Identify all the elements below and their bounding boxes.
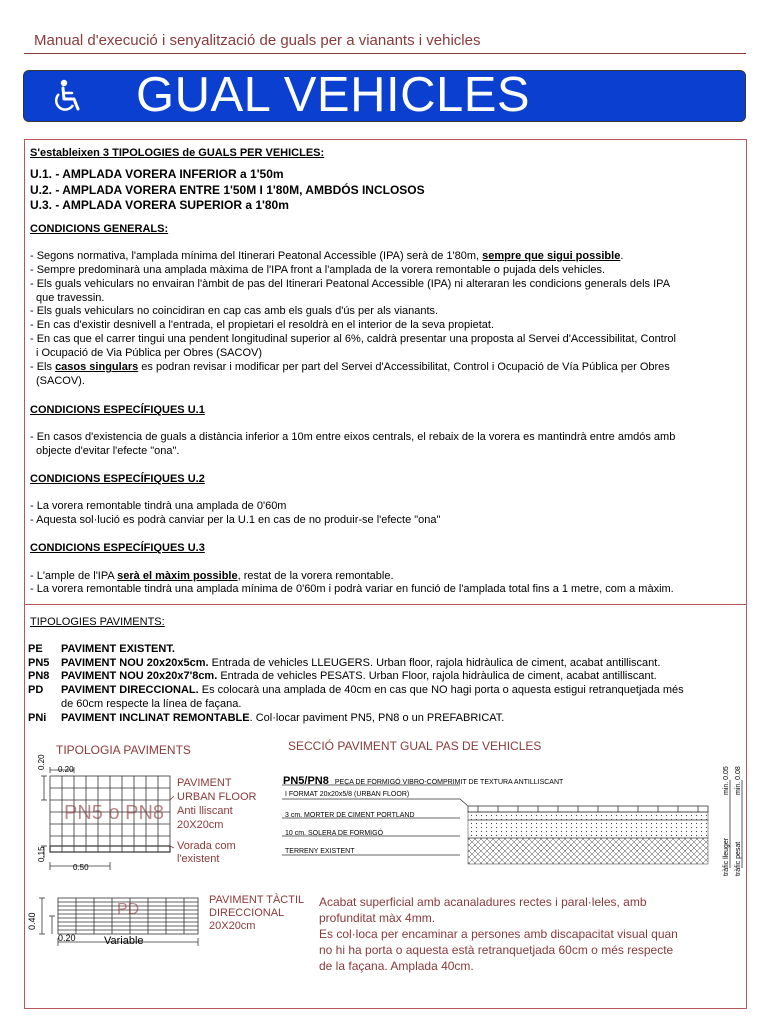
pd-grid-label: PD (117, 901, 140, 918)
general-emph: sempre que sigui possible (482, 250, 621, 262)
pavement-row (28, 684, 684, 696)
label-line: Anti lliscant (177, 805, 233, 817)
wheelchair-icon (50, 78, 90, 114)
pavement-row (28, 670, 657, 682)
typologies-heading: S'estableixen 3 TIPOLOGIES de GUALS PER VEHICLES: (30, 147, 325, 159)
section-layer-3: TERRENY EXISTENT (285, 848, 355, 855)
dim-bottom: 0.50 (73, 863, 89, 872)
section-layer-1: 3 cm. MORTER DE CIMENT PORTLAND (285, 812, 415, 819)
note-line: no hi ha porta o aquesta està retranquetjada 60cm o més respecte (319, 943, 674, 957)
typology-u3: U.3. - AMPLADA VORERA SUPERIOR a 1'80m (30, 198, 289, 212)
general-text: - Els (30, 361, 56, 373)
pavement-name: PAVIMENT INCLINAT REMONTABLE (61, 712, 250, 724)
section-drawing (280, 770, 750, 880)
pavement-code: PNi (28, 712, 47, 724)
general-line-4: - Els guals vehiculars no coincidiran en cap cas amb els guals d'ús per als vianants. (30, 305, 439, 317)
section-dim-005 (721, 766, 733, 795)
dim-value: 0.05 (723, 766, 730, 780)
general-line-3b: que travessin. (36, 292, 105, 304)
pavement-name: PAVIMENT NOU 20x20x5cm. (61, 657, 209, 669)
section-dim-008 (733, 766, 745, 795)
section-pn-code: PN5/PN8 (283, 775, 329, 787)
pd-note (319, 894, 678, 974)
dim-value: 0.08 (735, 766, 742, 780)
pavement-code: PN8 (28, 670, 50, 682)
pavement-name: PAVIMENT DIRECCIONAL. (61, 684, 199, 696)
general-line-7 (30, 361, 670, 373)
vorada-label (177, 840, 236, 866)
general-text: - Segons normativa, l'amplada mínima del Itinerari Peatonal Accessible (IPA) serà de 1'80m, (30, 250, 483, 262)
header-divider (24, 53, 746, 54)
note-line: Es col·loca per encaminar a persones amb discapacitat visual quan (319, 927, 678, 941)
section-format: I FORMAT 20x20x5/8 (URBAN FLOOR) (285, 791, 410, 798)
u2-heading: CONDICIONS ESPECÍFIQUES U.2 (30, 473, 205, 485)
title-banner (24, 68, 745, 122)
pavement-row (28, 712, 504, 724)
label-line: URBAN FLOOR (177, 791, 257, 803)
pavement-row (28, 643, 175, 655)
general-heading: CONDICIONS GENERALS: (30, 223, 169, 235)
general-line-2: - Sempre predominarà una amplada màxima de l'IPA front a l'amplada de la vorera remontable o pujada dels vehicles. (30, 264, 606, 276)
general-line-1 (30, 250, 623, 262)
section-layer-2: 10 cm. SOLERA DE FORMIGÓ (285, 830, 384, 837)
label-line: l'existent (177, 853, 220, 865)
dim-left: 0.20 (37, 754, 46, 770)
u3-emph: serà el màxim possible (117, 570, 238, 582)
section-title: SECCIÓ PAVIMENT GUAL PAS DE VEHICLES (288, 739, 542, 753)
section-pn-desc: PEÇA DE FORMIGÓ VIBRO-COMPRIMIT DE TEXTURA ANTILLISCANT (334, 779, 564, 786)
general-emph: casos singulars (55, 361, 139, 373)
general-line-3: - Els guals vehiculars no envairan l'àmbit de pas del Itinerari Peatonal Accessible (IPA) ni alteraran les condicions generals dels IPA (30, 278, 671, 290)
general-line-7d: (SACOV). (36, 375, 85, 387)
note-line: de la façana. Amplada 40cm. (319, 959, 474, 973)
u3-text: - L'ample de l'IPA (30, 570, 118, 582)
pavement-desc: Entrada de vehicles PESATS. Urban Floor, rajola hidràulica de ciment, acabat antilliscant. (217, 670, 657, 682)
grid-label: PN5 o PN8 (64, 802, 165, 824)
section-divider (24, 604, 746, 605)
u3-text: , restat de la vorera remontable. (237, 570, 394, 582)
pavement-name: PAVIMENT EXISTENT. (61, 643, 175, 655)
label-line: Vorada com (177, 840, 236, 852)
page-title: GUAL VEHICLES (136, 68, 531, 122)
u3-line-2: - La vorera remontable tindrà una amplada mínima de 0'60m i podrà variar en funció de l'amplada total fins a 1 metre, com a màxim. (30, 583, 674, 595)
label-line: 20X20cm (209, 920, 256, 932)
pd-dim-width: 0.20 (58, 933, 76, 943)
pd-label (209, 894, 304, 933)
pavements-heading: TIPOLOGIES PAVIMENTS: (30, 616, 165, 628)
label-line: 20X20cm (177, 819, 224, 831)
general-line-6: - En cas que el carrer tingui una pendent longitudinal superior al 6%, caldrà presentar una proposta al Servei d'Accessibilitat, Control (30, 333, 676, 345)
label-line: DIRECCIONAL (209, 907, 285, 919)
pavement-code: PD (28, 684, 44, 696)
dim-min: min. (735, 781, 742, 795)
dim-bottom-left: 0.15 (37, 846, 46, 862)
note-line: profunditat màx 4mm. (319, 911, 436, 925)
pd-dim-variable: Variable (104, 935, 144, 947)
dim-top: 0.20 (58, 765, 74, 774)
general-line-6b: i Ocupació de Via Pública per Obres (SACOV) (36, 347, 263, 359)
paviment-label (177, 776, 256, 832)
pavement-code: PN5 (28, 657, 50, 669)
label-line: PAVIMENT (177, 777, 232, 789)
u2-line-1: - La vorera remontable tindrà una amplada de 0'60m (30, 500, 287, 512)
drawing-title: TIPOLOGIA PAVIMENTS (56, 743, 191, 757)
pavement-code: PE (28, 643, 43, 655)
section-traffic-heavy: tràfic pesat (735, 841, 742, 876)
pavement-row-cont: de 60cm respecte la línea de façana. (61, 698, 242, 710)
general-text: es podran revisar i modificar per part del Servei d'Accessibilitat, Control i Ocupació de Vía Pública per Obres (138, 361, 670, 373)
u1-heading: CONDICIONS ESPECÍFIQUES U.1 (30, 404, 205, 416)
general-line-5: - En cas d'existir desnivell a l'entrada, el propietari el resoldrà en el interior de la seva propietat. (30, 319, 494, 331)
typology-u1: U.1. - AMPLADA VORERA INFERIOR a 1'50m (30, 167, 284, 181)
label-line: PAVIMENT TÀCTIL (209, 894, 305, 906)
pavement-desc: Entrada de vehicles LLEUGERS. Urban floor, rajola hidràulica de ciment, acabat antilliscant. (208, 657, 661, 669)
pavement-row (28, 657, 660, 669)
pavement-desc: Es colocarà una amplada de 40cm en cas que NO hagi porta o aquesta estigui retranquetjada més (198, 684, 684, 696)
note-line: Acabat superficial amb acanaladures rectes i paral·leles, amb (319, 895, 647, 909)
section-traffic-light: tràfic lleuger (723, 837, 730, 876)
pavement-name: PAVIMENT NOU 20x20x7'8cm. (61, 670, 218, 682)
u2-line-2: - Aquesta sol·lució es podrà canviar per la U.1 en cas de no produir-se l'efecte "ona" (30, 514, 441, 526)
general-text: . (620, 250, 624, 262)
dim-min: min. (723, 781, 730, 795)
u1-line-1b: objecte d'evitar l'efecte "ona". (36, 445, 180, 457)
u3-line-1 (30, 570, 394, 582)
manual-title: Manual d'execució i senyalització de guals per a vianants i vehicles (34, 32, 481, 49)
u3-heading: CONDICIONS ESPECÍFIQUES U.3 (30, 542, 205, 554)
pavement-desc: . Col·locar paviment PN5, PN8 o un PREFABRICAT. (249, 712, 505, 724)
typology-u2: U.2. - AMPLADA VORERA ENTRE 1'50M I 1'80M, AMBDÓS INCLOSOS (30, 183, 425, 197)
pd-dim-height: 0.40 (27, 912, 37, 930)
u1-line-1: - En casos d'existencia de guals a distància inferior a 10m entre eixos centrals, el rebaix de la vorera es mantindrà entre amdós amb (30, 431, 676, 443)
